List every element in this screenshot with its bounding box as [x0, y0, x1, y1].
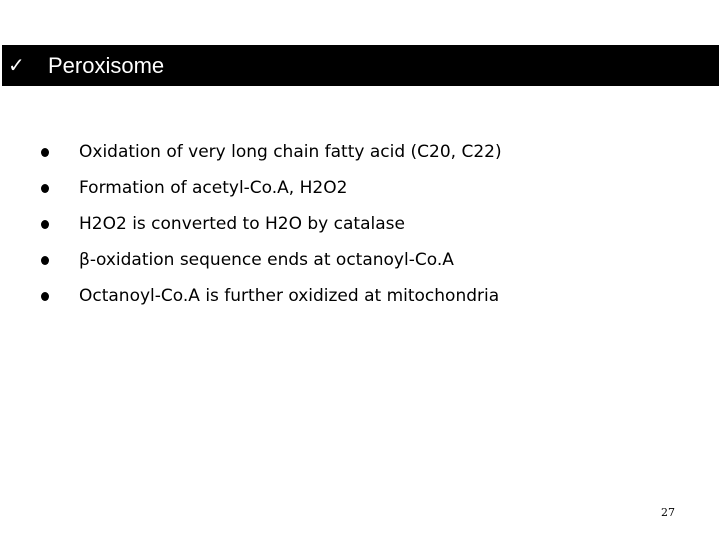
bullet-text: Formation of acetyl-Co.A, H2O2 [79, 178, 348, 198]
slide-title: Peroxisome [48, 53, 165, 78]
bullet-text: Octanoyl-Co.A is further oxidized at mitochondria [79, 286, 500, 306]
list-item [0, 212, 720, 238]
list-item [0, 140, 720, 166]
list-item [0, 284, 720, 310]
bullet-dot-icon [41, 184, 49, 193]
check-mark-icon: ✓ [8, 53, 25, 77]
slide-title-bar [2, 45, 719, 86]
bullet-dot-icon [41, 148, 49, 157]
bullet-dot-icon [41, 292, 49, 301]
bullet-dot-icon [41, 256, 49, 265]
list-item [0, 248, 720, 274]
bullet-text: β-oxidation sequence ends at octanoyl-Co.A [79, 250, 454, 270]
bullet-dot-icon [41, 220, 49, 229]
list-item [0, 176, 720, 202]
bullet-text: H2O2 is converted to H2O by catalase [79, 214, 405, 234]
page-number: 27 [661, 506, 675, 519]
bullet-text: Oxidation of very long chain fatty acid (C20, C22) [79, 142, 502, 162]
